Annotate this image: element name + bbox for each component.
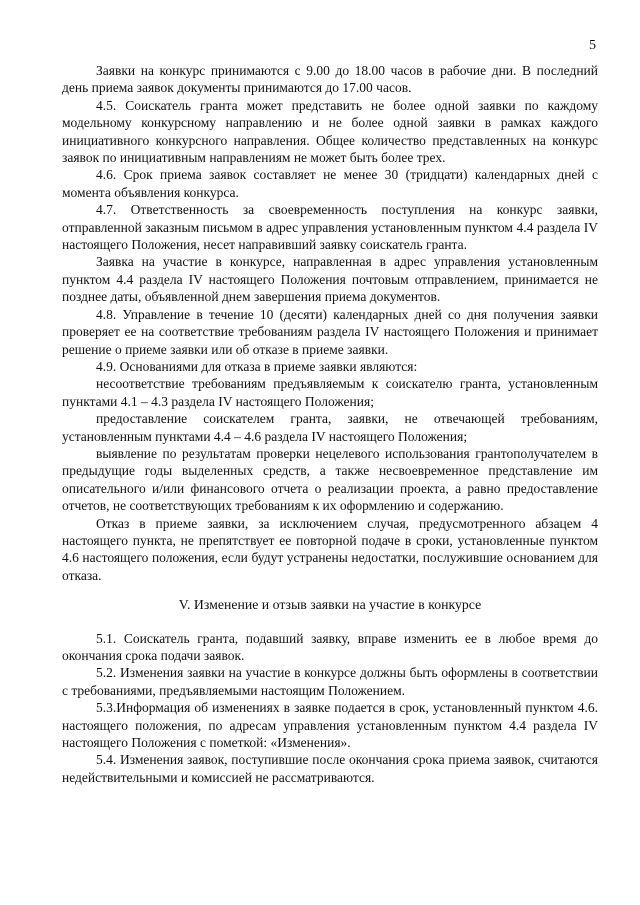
paragraph-4-9: 4.9. Основаниями для отказа в приеме заявки являются: <box>96 358 418 374</box>
paragraph-5-3: 5.3.Информация об изменениях в заявке подается в срок, установленный пунктом 4.6. настоящего положения, по адресам управления установленным пунктом 4.4 раздела IV настоящего Положения с пометкой: «Изменения». <box>62 700 598 751</box>
page-number: 5 <box>589 38 596 53</box>
list-item: выявление по результатам проверки нецелевого использования грантополучателем в предыдущие годы выделенных средств, а также несвоевременное представление им описательного и/или финансового отчета о реализации проекта, а равно предоставление отчетов, не соответствующих требованиям к их оформлению и содержанию. <box>62 445 598 514</box>
paragraph: Заявка на участие в конкурсе, направленная в адрес управления установленным пунктом 4.4 раздела IV настоящего Положения почтовым отправлением, принимается не позднее даты, объявленной днем завершения приема документов. <box>62 254 598 305</box>
paragraph-4-6: 4.6. Срок приема заявок составляет не менее 30 (тридцати) календарных дней с момента объявления конкурса. <box>62 167 598 200</box>
paragraph: Отказ в приеме заявки, за исключением случая, предусмотренного абзацем 4 настоящего пункта, не препятствует ее повторной подаче в сроки, установленные пунктом 4.6 настоящего положения, если будут устранены недостатки, послужившие основанием для отказа. <box>62 515 598 583</box>
section-heading: V. Изменение и отзыв заявки на участие в конкурсе <box>178 597 482 613</box>
paragraph-5-4: 5.4. Изменения заявок, поступившие после окончания срока приема заявок, считаются недействительными и комиссией не рассматриваются. <box>62 752 598 785</box>
paragraph-4-7: 4.7. Ответственность за своевременность поступления на конкурс заявки, отправленной заказным письмом в адрес управления установленным пунктом 4.4 раздела IV настоящего Положения, несет направивший заявку соискатель гранта. <box>62 202 598 253</box>
paragraph-4-8: 4.8. Управление в течение 10 (десяти) календарных дней со дня получения заявки проверяет ее на соответствие требованиям раздела IV настоящего Положения и принимает решение о приеме заявки или об отказе в приеме заявки. <box>62 306 598 357</box>
document-body <box>62 62 598 786</box>
list-item: несоответствие требованиям предъявляемым к соискателю гранта, установленным пунктами 4.1 – 4.3 раздела IV настоящего Положения; <box>62 376 598 409</box>
paragraph: Заявки на конкурс принимаются с 9.00 до 18.00 часов в рабочие дни. В последний день приема заявок документы принимаются до 17.00 часов. <box>62 63 598 96</box>
list-item: предоставление соискателем гранта, заявки, не отвечающей требованиям, установленным пунктами 4.4 – 4.6 раздела IV настоящего Положения; <box>62 411 598 444</box>
paragraph-5-1: 5.1. Соискатель гранта, подавший заявку, вправе изменить ее в любое время до окончания срока подачи заявок. <box>62 630 598 663</box>
paragraph-4-5: 4.5. Соискатель гранта может представить не более одной заявки по каждому модельному конкурсному направлению и не более одной заявки в рамках каждого инициативного конкурсного направления. Общее количество представленных на конкурс заявок по инициативным направлениям не может быть более трех. <box>62 97 598 166</box>
paragraph-5-2: 5.2. Изменения заявки на участие в конкурсе должны быть оформлены в соответствии с требованиями, предъявляемыми настоящим Положением. <box>62 665 598 698</box>
